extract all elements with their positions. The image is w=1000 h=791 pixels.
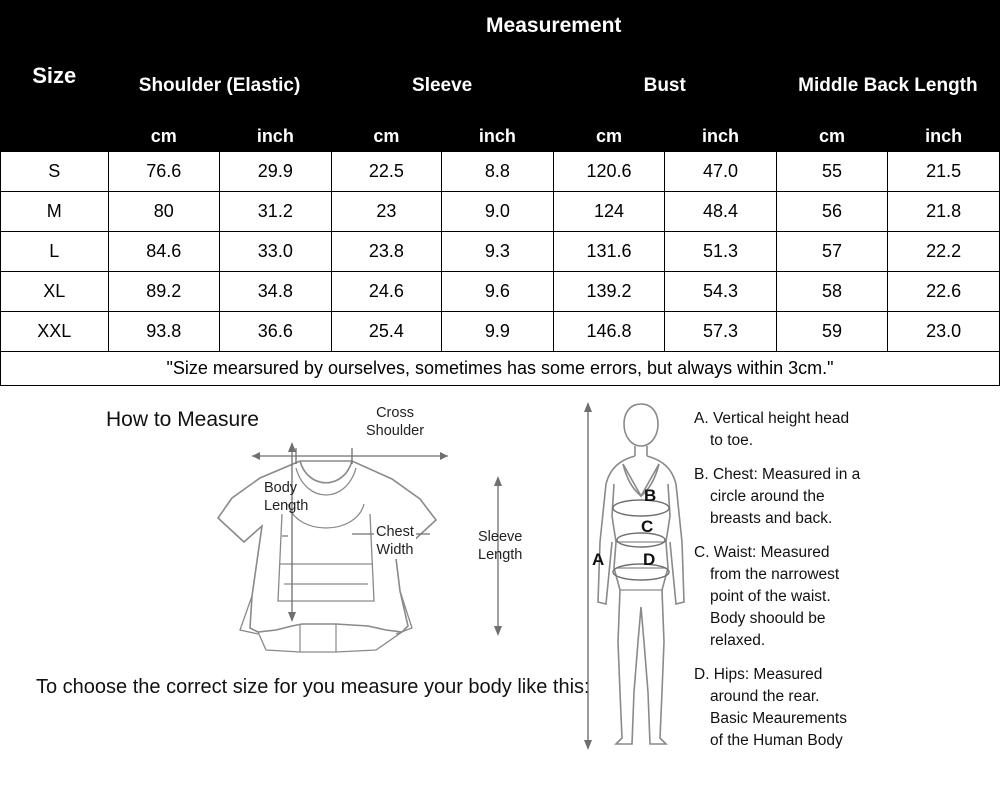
- cell-value: 47.0: [665, 152, 777, 192]
- cell-value: 21.5: [888, 152, 1000, 192]
- table-header-row-top: [1, 1, 1000, 52]
- header-unit-shoulder-inch: inch: [220, 121, 332, 152]
- header-measurement: Measurement: [108, 1, 1000, 52]
- body-marker-C: C: [641, 517, 654, 536]
- header-size: Size: [1, 1, 109, 152]
- cell-value: 23: [331, 192, 442, 232]
- cell-value: 139.2: [553, 272, 665, 312]
- header-unit-mbl-cm: cm: [776, 121, 888, 152]
- cell-value: 146.8: [553, 312, 665, 352]
- legend-d-line2: around the rear.: [710, 688, 820, 705]
- legend-a-line2: to toe.: [710, 432, 754, 449]
- label-cross-shoulder-line2: Shoulder: [366, 423, 425, 440]
- legend-d-line1: D. Hips: Measured: [694, 666, 823, 683]
- row-size-label: M: [1, 192, 109, 232]
- cell-value: 89.2: [108, 272, 220, 312]
- label-chest-width-line2: Width: [376, 542, 414, 559]
- cell-value: 21.8: [888, 192, 1000, 232]
- table-row: [1, 272, 1000, 312]
- table-note-row: [1, 352, 1000, 386]
- cell-value: 93.8: [108, 312, 220, 352]
- header-unit-shoulder-cm: cm: [108, 121, 220, 152]
- legend-d-line3: Basic Meaurements: [710, 710, 847, 727]
- cell-value: 33.0: [220, 232, 332, 272]
- measure-legend: [694, 408, 984, 764]
- cell-value: 51.3: [665, 232, 777, 272]
- cell-value: 120.6: [553, 152, 665, 192]
- legend-d-line4: of the Human Body: [710, 732, 843, 749]
- cell-value: 23.8: [331, 232, 442, 272]
- table-header-row-groups: [1, 52, 1000, 121]
- cell-value: 8.8: [442, 152, 554, 192]
- label-chest-width: [374, 523, 416, 559]
- legend-b-line1: B. Chest: Measured in a: [694, 466, 861, 483]
- label-sleeve-length-line1: Sleeve: [478, 529, 523, 545]
- cell-value: 9.0: [442, 192, 554, 232]
- cell-value: 48.4: [665, 192, 777, 232]
- label-sleeve-length-line2: Length: [478, 547, 523, 564]
- legend-c-line4: Body shoould be: [710, 610, 826, 627]
- cell-value: 24.6: [331, 272, 442, 312]
- legend-a-line1: A. Vertical height head: [694, 410, 850, 427]
- cell-value: 55: [776, 152, 888, 192]
- header-unit-mbl-inch: inch: [888, 121, 1000, 152]
- header-group-shoulder: Shoulder (Elastic): [108, 52, 331, 121]
- cell-value: 25.4: [331, 312, 442, 352]
- measure-instruction-note: To choose the correct size for you measure your body like this:: [36, 676, 590, 698]
- table-row: [1, 312, 1000, 352]
- cell-value: 34.8: [220, 272, 332, 312]
- cell-value: 76.6: [108, 152, 220, 192]
- row-size-label: XXL: [1, 312, 109, 352]
- cell-value: 22.5: [331, 152, 442, 192]
- body-measure-diagram: [576, 392, 706, 762]
- header-group-sleeve: Sleeve: [331, 52, 553, 121]
- cell-value: 57.3: [665, 312, 777, 352]
- header-unit-sleeve-cm: cm: [331, 121, 442, 152]
- cell-value: 9.3: [442, 232, 554, 272]
- row-size-label: S: [1, 152, 109, 192]
- legend-c-line5: relaxed.: [710, 632, 766, 649]
- cell-value: 36.6: [220, 312, 332, 352]
- cell-value: 31.2: [220, 192, 332, 232]
- legend-c-line1: C. Waist: Measured: [694, 544, 830, 561]
- header-unit-sleeve-inch: inch: [442, 121, 554, 152]
- cell-value: 9.6: [442, 272, 554, 312]
- cell-value: 131.6: [553, 232, 665, 272]
- legend-item-b: [694, 464, 984, 530]
- legend-item-c: [694, 542, 984, 652]
- cell-value: 80: [108, 192, 220, 232]
- size-chart-table: [0, 0, 1000, 386]
- table-row: [1, 152, 1000, 192]
- how-to-measure-section: [0, 386, 1000, 791]
- cell-value: 23.0: [888, 312, 1000, 352]
- body-marker-D: D: [643, 550, 656, 569]
- label-sleeve-length: [478, 528, 522, 564]
- cell-value: 29.9: [220, 152, 332, 192]
- header-group-bust: Bust: [553, 52, 776, 121]
- header-unit-bust-inch: inch: [665, 121, 777, 152]
- legend-item-a: [694, 408, 984, 452]
- legend-b-line3: breasts and back.: [710, 510, 833, 527]
- cell-value: 54.3: [665, 272, 777, 312]
- label-body-length-line2: Length: [264, 498, 309, 515]
- legend-item-d: [694, 664, 984, 752]
- cell-value: 22.6: [888, 272, 1000, 312]
- body-marker-B: B: [644, 486, 657, 505]
- cell-value: 9.9: [442, 312, 554, 352]
- cell-value: 56: [776, 192, 888, 232]
- cell-value: 124: [553, 192, 665, 232]
- table-note: "Size mearsured by ourselves, sometimes has some errors, but always within 3cm.": [1, 352, 1000, 386]
- how-to-measure-title: How to Measure: [106, 408, 259, 431]
- table-row: [1, 232, 1000, 272]
- table-row: [1, 192, 1000, 232]
- row-size-label: XL: [1, 272, 109, 312]
- row-size-label: L: [1, 232, 109, 272]
- label-chest-width-line1: Chest: [376, 524, 414, 540]
- cell-value: 22.2: [888, 232, 1000, 272]
- cell-value: 59: [776, 312, 888, 352]
- legend-b-line2: circle around the: [710, 488, 825, 505]
- body-marker-A: A: [592, 550, 605, 569]
- legend-c-line3: point of the waist.: [710, 588, 831, 605]
- label-body-length-line1: Body: [264, 480, 298, 496]
- table-header-row-units: [1, 121, 1000, 152]
- header-unit-bust-cm: cm: [553, 121, 665, 152]
- cell-value: 58: [776, 272, 888, 312]
- label-body-length: [264, 479, 308, 515]
- label-cross-shoulder-line1: Cross: [376, 405, 414, 421]
- header-group-middle-back-length: Middle Back Length: [776, 52, 999, 121]
- cell-value: 57: [776, 232, 888, 272]
- cell-value: 84.6: [108, 232, 220, 272]
- label-cross-shoulder: [366, 404, 424, 440]
- legend-c-line2: from the narrowest: [710, 566, 840, 583]
